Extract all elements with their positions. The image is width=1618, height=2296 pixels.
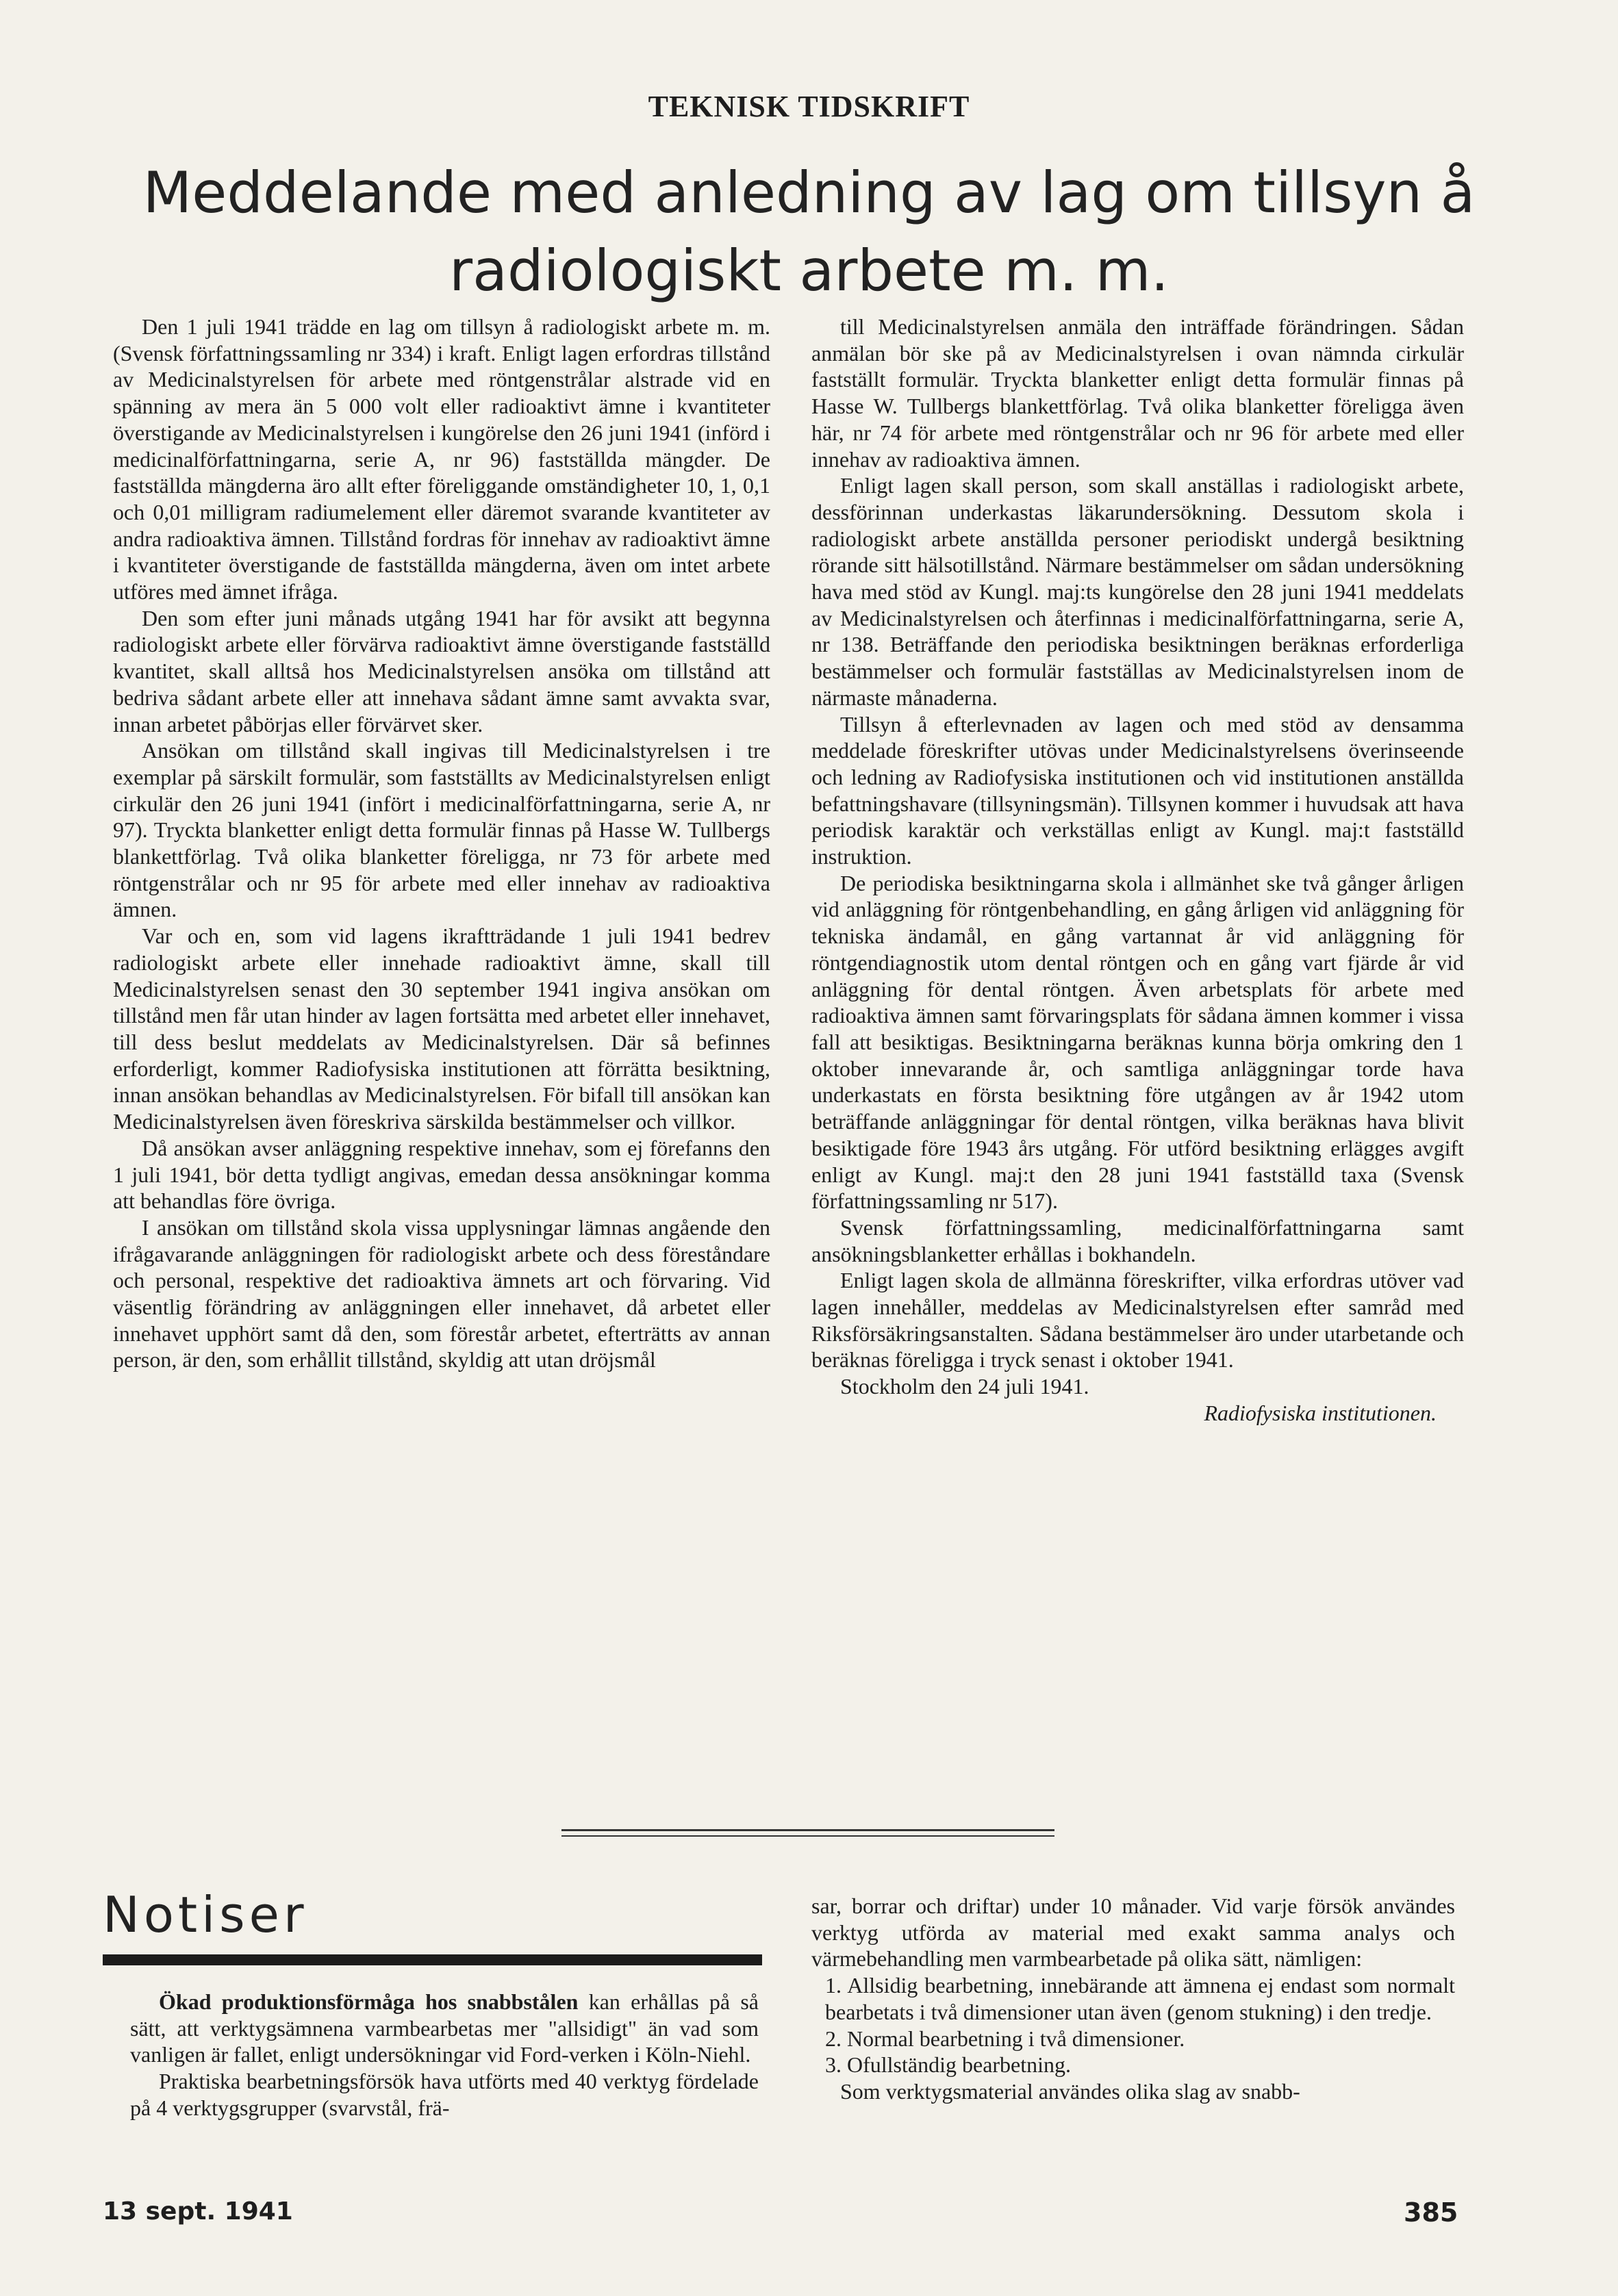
notiser-rule <box>103 1954 762 1965</box>
paragraph: Stockholm den 24 juli 1941. <box>840 1374 1089 1399</box>
method-list <box>811 1972 1455 2078</box>
paragraph: Ansökan om tillstånd skall ingivas till Medicinalstyrelsen i tre exemplar på särskilt formulär, som fastställts av Medicinalstyrelsen enligt cirkulär den 26 juni 1941 (infört i medicinalförfattningarna, serie A, nr 97). Tryckta blanketter enligt detta formulär finnas på Hasse W. Tullbergs blankettförlag. Två olika blanketter föreligga, nr 73 för arbete med röntgenstrålar och nr 95 för arbete med eller innehav av radioaktiva ämnen. <box>113 738 770 922</box>
divider-rule <box>561 1835 1054 1837</box>
paragraph: I ansökan om tillstånd skola vissa upplysningar lämnas angående den ifrågavarande anläggningen för radiologiskt arbete och dess föreståndare och personal, respektive det radioaktiva ämnets art och förvaring. Vid väsentlig förändring av anläggningen eller innehavet, då arbetet eller innehavet upphört samt då den, som förestår arbetet, efterträtts av annan person, är den, som erhållit tillstånd, skyldig att utan dröjsmål <box>113 1214 770 1373</box>
paragraph: Som verktygsmaterial användes olika slag av snabb- <box>840 2078 1300 2104</box>
paragraph: Tillsyn å efterlevnaden av lagen och med stöd av densamma meddelade föreskrifter utövas under Medicinalstyrelsens överinseende och ledning av Radiofysiska institutionen och vid institutionen anställda befattningshavare (tillsyningsmän). Tillsynen kommer i huvudsak att hava periodisk karaktär och verkställas enligt av Kungl. maj:t fastställd instruktion. <box>811 711 1464 869</box>
divider-rule <box>561 1829 1054 1831</box>
journal-name: TEKNISK TIDSKRIFT <box>648 90 970 123</box>
notiser-right-column <box>811 1893 1455 2105</box>
list-item: 2. Normal bearbetning i två dimensioner. <box>825 2026 1185 2051</box>
notiser-heading: Notiser <box>103 1886 308 1943</box>
paragraph: Enligt lagen skall person, som skall anställas i radiologiskt arbete, dessförinnan underkastas läkarundersökning. Dessutom skola i radiologiskt arbete anställda personer periodiskt undergå besiktning rörande sitt hälsotillstånd. Närmare bestämmelser om sådan undersökning hava med stöd av Kungl. maj:ts kungörelse den 28 juni 1941 meddelats av Medicinalstyrelsen och återfinnas i medicinalförfattningarna, serie A, nr 138. Beträffande den periodiska besiktningen beräknas erforderliga bestämmelser och formulär fastställas av Medicinalstyrelsen inom de närmaste månaderna. <box>811 473 1464 710</box>
notiser-left-column <box>130 1989 759 2121</box>
paragraph: till Medicinalstyrelsen anmäla den inträffade förändringen. Sådan anmälan bör ske på av Medicinalstyrelsen i ovan nämnda cirkulär fastställt formulär. Tryckta blanketter enligt detta formulär finnas på Hasse W. Tullbergs blankettförlag. Två olika blanketter föreligga även här, nr 74 för arbete med röntgenstrålar och nr 96 för arbete med eller innehav av radioaktiva ämnen. <box>811 314 1464 472</box>
article-left-column <box>113 314 770 1373</box>
page-number: 385 <box>1404 2197 1458 2228</box>
list-item: 3. Ofullständig bearbetning. <box>825 2052 1072 2078</box>
signature: Radiofysiska institutionen. <box>1204 1400 1437 1425</box>
paragraph: Den 1 juli 1941 trädde en lag om tillsyn å radiologiskt arbete m. m. (Svensk författningssamling nr 334) i kraft. Enligt lagen erfordras tillstånd av Medicinalstyrelsen för arbete med röntgenstrålar alstrade vid en spänning av mera än 5 000 volt eller radioaktivt ämne i kvantiteter överstigande av Medicinalstyrelsen i kungörelse den 26 juni 1941 (införd i medicinalförfattningarna, serie A, nr 96) fastställda mängder. De fastställda mängderna äro allt efter föreliggande omständigheter 10, 1, 0,1 och 0,01 milligram radiumelement eller däremot svarande kvantiteter av andra radioaktiva ämnen. Tillstånd fordras för innehav av radioaktivt ämne i kvantiteter överstigande de fastställda mängderna, även om intet arbete utföres med ämnet ifråga. <box>113 314 770 604</box>
paragraph: sar, borrar och driftar) under 10 månader. Vid varje försök användes verktyg utförda av material med exakt samma analys och värmebehandling men varmbearbetade på olika sätt, nämligen: <box>811 1893 1455 1972</box>
paragraph: De periodiska besiktningarna skola i allmänhet ske två gånger årligen vid anläggning för röntgenbehandling, en gång årligen vid anläggning för tekniska ändamål, en gång vartannat år vid anläggning för röntgendiagnostik utom dental röntgen och en gång vart fjärde år vid anläggning för dental röntgen. Även arbetsplats för arbete med radioaktiva ämnen samt förvaringsplats för sådana ämnen kommer i vissa fall att besiktigas. Besiktningarna beräknas kunna börja omkring den 1 oktober innevarande år, och samtliga anläggningar torde hava underkastats en första besiktning före utgången av år 1942 utom beträffande anläggningar för dental röntgen, vilka beräknas hava blivit besiktigade före 1943 års utgång. För utförd besiktning erlägges avgift enligt av Kungl. maj:t den 28 juni 1941 fastställd taxa (Svensk författningssamling nr 517). <box>811 870 1464 1214</box>
lead-heading: Ökad produktionsförmåga hos snabbstålen <box>159 1989 579 2014</box>
paragraph: Svensk författningssamling, medicinalförfattningarna samt ansökningsblanketter erhållas i bokhandeln. <box>811 1214 1464 1266</box>
paragraph: Då ansökan avser anläggning respektive innehav, som ej förefanns den 1 juli 1941, bör detta tydligt angivas, emedan dessa ansökningar komma att behandlas före övriga. <box>113 1135 770 1214</box>
list-item: 1. Allsidig bearbetning, innebärande att ämnena ej endast som normalt bearbetats i två dimensioner utan även (genom stukning) i den tredje. <box>825 1973 1455 2024</box>
article-right-column <box>811 314 1464 1427</box>
paragraph: Praktiska bearbetningsförsök hava utförts med 40 verktyg fördelade på 4 verktygsgrupper (svarvstål, frä- <box>130 2069 759 2120</box>
paragraph: Den som efter juni månads utgång 1941 har för avsikt att begynna radiologiskt arbete eller förvärva radioaktivt ämne överstigande fastställd kvantitet, skall alltså hos Medicinalstyrelsen ansöka om tillstånd att bedriva sådant arbete eller att innehava sådant ämne samt avvakta svar, innan arbetet påbörjas eller förvärvet sker. <box>113 605 770 737</box>
paragraph: Var och en, som vid lagens ikraftträdande 1 juli 1941 bedrev radiologiskt arbete eller innehade radioaktivt ämne, skall till Medicinalstyrelsen senast den 30 september 1941 ingiva ansökan om tillstånd men får utan hinder av lagen fortsätta med arbetet eller innehavet, till dess beslut meddelats av Medicinalstyrelsen. Där så befinnes erforderligt, kommer Radiofysiska institutionen att förrätta besiktning, innan ansökan behandlas av Medicinalstyrelsen. För bifall till ansökan kan Medicinalstyrelsen även föreskriva särskilda bestämmelser och villkor. <box>113 923 770 1134</box>
paragraph: Enligt lagen skola de allmänna föreskrifter, vilka erfordras utöver vad lagen innehåller, meddelas av Medicinalstyrelsen efter samråd med Riksförsäkringsanstalten. Sådana bestämmelser äro under utarbetande och beräknas föreligga i tryck senast i oktober 1941. <box>811 1268 1464 1373</box>
footer-date: 13 sept. 1941 <box>103 2197 293 2225</box>
paragraph <box>130 1989 759 2068</box>
article-title: Meddelande med anledning av lag om tillsyn å radiologiskt arbete m. m. <box>142 160 1476 304</box>
lead-text: kan erhållas på så sätt, att verktygsämnena varmbearbetas mer "allsidigt" än vad som vanligen är fallet, enligt undersökningar vid Ford-verken i Köln-Niehl. <box>130 1989 759 2067</box>
